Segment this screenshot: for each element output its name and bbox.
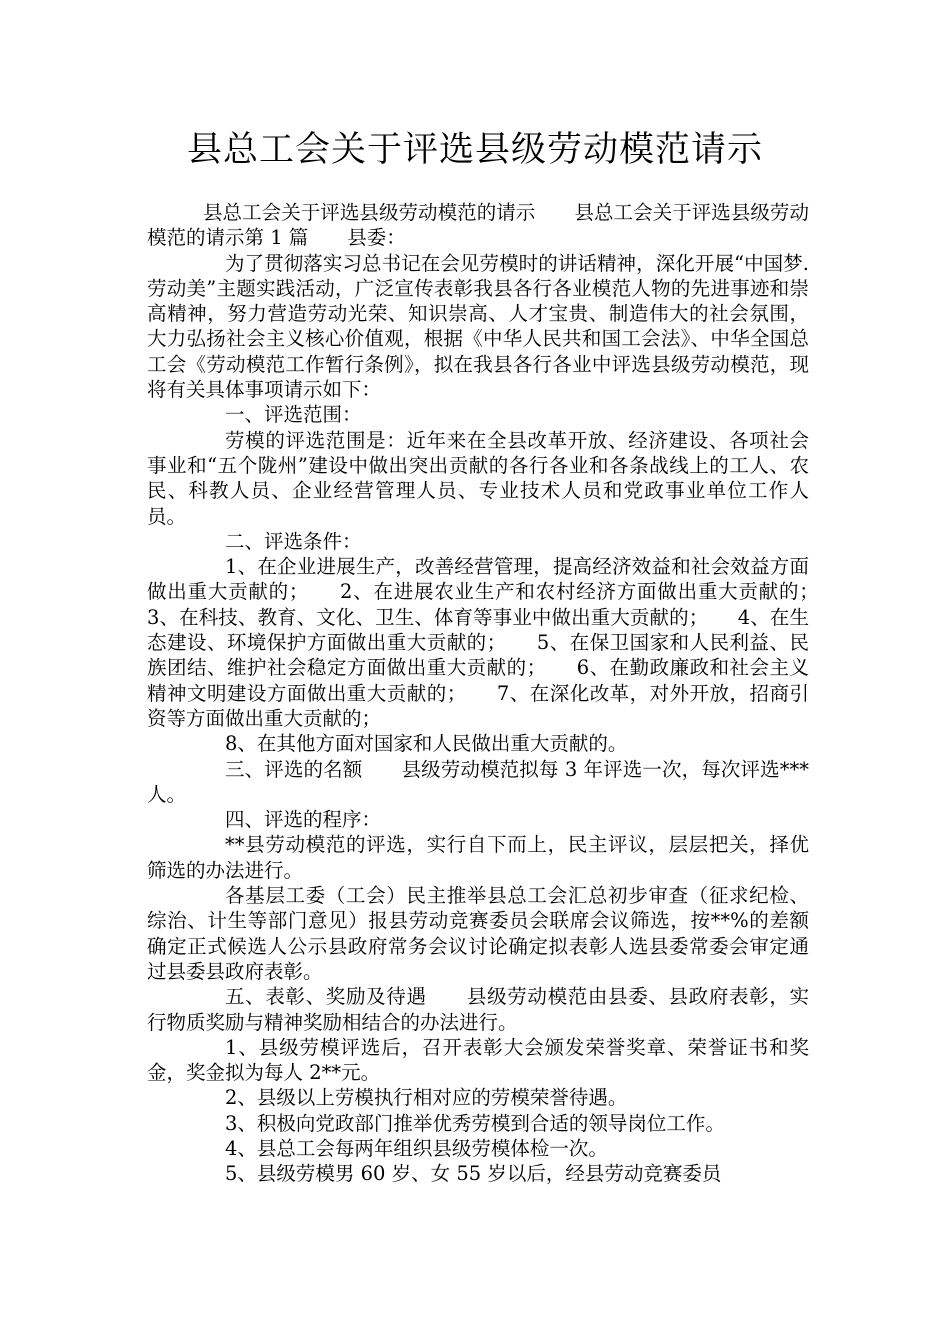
paragraph-reward-5: 5、县级劳模男 60 岁、女 55 岁以后，经县劳动竞赛委员 bbox=[225, 1162, 722, 1186]
paragraph-rewards: 五、表彰、奖励及待遇 县级劳动模范由县委、县政府表彰，实行物质奖励与精神奖励相结合的办法进行。 bbox=[147, 985, 809, 1034]
heading-conditions: 二、评选条件： bbox=[225, 529, 362, 553]
paragraph-quota: 三、评选的名额 县级劳动模范拟每 3 年评选一次，每次评选***人。 bbox=[147, 757, 809, 806]
paragraph-reward-4: 4、县总工会每两年组织县级劳模体检一次。 bbox=[225, 1136, 608, 1160]
document-title: 县总工会关于评选县级劳动模范请示 bbox=[186, 130, 763, 170]
paragraph-conditions: 1、在企业进展生产，改善经营管理，提高经济效益和社会效益方面做出重大贡献的； 2、在进展农业生产和农村经济方面做出重大贡献的； 3、在科技、教育、文化、卫生、体育等事业中做出重大贡献的； 4、在生态建设、环境保护方面做出重大贡献的； 5、在保卫国家和人民利益、民族团结、维护社会稳定方面做出重大贡献的； 6、在勤政廉政和社会主义精神文明建设方面做出重大贡献的； 7、在深化改革，对外开放，招商引资等方面做出重大贡献的； bbox=[147, 555, 849, 730]
paragraph-procedure-steps: 各基层工委（工会）民主推举县总工会汇总初步审查（征求纪检、综治、计生等部门意见）报县劳动竞赛委员会联席会议筛选，按**%的差额确定正式候选人公示县政府常务会议讨论确定拟表彰人选县委常委会审定通过县委县政府表彰。 bbox=[147, 884, 809, 983]
paragraph-intro: 县总工会关于评选县级劳动模范的请示 县总工会关于评选县级劳动模范的请示第 1 篇 县委： bbox=[147, 201, 809, 250]
paragraph-scope: 劳模的评选范围是：近年来在全县改革开放、经济建设、各项社会事业和“五个陇州”建设中做出突出贡献的各行各业和各条战线上的工人、农民、科教人员、企业经营管理人员、专业技术人员和党政事业单位工作人员。 bbox=[147, 428, 809, 528]
paragraph-purpose: 为了贯彻落实习总书记在会见劳模时的讲话精神，深化开展“中国梦.劳动美”主题实践活动，广泛宣传表彰我县各行各业模范人物的先进事迹和崇高精神，努力营造劳动光荣、知识崇高、人才宝贵、制造伟大的社会氛围，大力弘扬社会主义核心价值观，根据《中华人民共和国工会法》、中华全国总工会《劳动模范工作暂行条例》，拟在我县各行各业中评选县级劳动模范，现将有关具体事项请示如下： bbox=[147, 251, 809, 402]
document-body bbox=[147, 200, 849, 1187]
paragraph-reward-3: 3、积极向党政部门推举优秀劳模到合适的领导岗位工作。 bbox=[225, 1111, 725, 1135]
heading-scope: 一、评选范围： bbox=[225, 403, 362, 427]
paragraph-reward-1: 1、县级劳模评选后，召开表彰大会颁发荣誉奖章、荣誉证书和奖金，奖金拟为每人 2**元。 bbox=[147, 1035, 809, 1085]
paragraph-procedure: **县劳动模范的评选，实行自下而上，民主评议，层层把关，择优筛选的办法进行。 bbox=[147, 833, 809, 882]
paragraph-reward-2: 2、县级以上劳模执行相对应的劳模荣誉待遇。 bbox=[225, 1086, 628, 1110]
heading-procedure: 四、评选的程序： bbox=[225, 808, 382, 832]
paragraph-condition-8: 8、在其他方面对国家和人民做出重大贡献的。 bbox=[225, 732, 628, 756]
